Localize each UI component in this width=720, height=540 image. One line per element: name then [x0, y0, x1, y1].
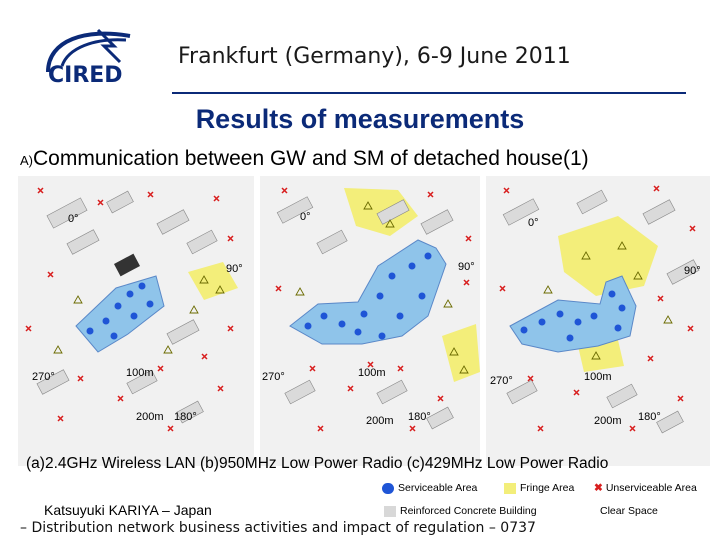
map-a-dist100: 100m	[126, 367, 154, 379]
map-c	[486, 176, 710, 466]
legend-concrete	[384, 505, 537, 517]
legend-serviceable-label: Serviceable Area	[398, 482, 478, 494]
map-c-deg0: 0°	[528, 217, 539, 229]
cired-logo	[38, 26, 150, 86]
map-b-deg180: 180°	[408, 411, 431, 423]
author-line: Katsuyuki KARIYA – Japan	[44, 502, 212, 518]
map-c-dist200: 200m	[594, 415, 622, 427]
map-b-deg0: 0°	[300, 211, 311, 223]
map-c-deg270: 270°	[490, 375, 513, 387]
legend-clear	[584, 505, 658, 517]
section-letter: A)	[20, 153, 33, 168]
legend-serviceable	[382, 482, 477, 494]
legend-concrete-label: Reinforced Concrete Building	[400, 505, 537, 517]
caption-c: (c)429MHz Low Power Radio	[406, 455, 609, 472]
footer-text: – Distribution network business activities and impact of regulation – 0737	[20, 520, 536, 536]
map-a-deg0: 0°	[68, 213, 79, 225]
clear-swatch	[584, 506, 596, 517]
unserviceable-x-icon: ✖	[594, 482, 603, 494]
legend-clear-label: Clear Space	[600, 505, 658, 517]
map-a-deg180: 180°	[174, 411, 197, 423]
legend-unserviceable	[594, 482, 697, 494]
conference-title: Frankfurt (Germany), 6-9 June 2011	[178, 44, 571, 69]
legend-fringe-label: Fringe Area	[520, 482, 575, 494]
caption-b: (b)950MHz Low Power Radio	[200, 455, 403, 472]
legend-unserviceable-label: Unserviceable Area	[605, 482, 697, 494]
legend-fringe	[504, 482, 574, 494]
map-c-deg180: 180°	[638, 411, 661, 423]
slide-title: Results of measurements	[195, 104, 525, 134]
measurement-maps	[18, 176, 710, 470]
concrete-swatch	[384, 506, 396, 517]
cired-logo-text: CIRED	[48, 63, 123, 86]
map-b-deg270: 270°	[262, 371, 285, 383]
section-subtitle-text: Communication between GW and SM of detached house(1)	[33, 147, 589, 170]
section-subtitle	[20, 147, 589, 171]
header-divider	[172, 92, 686, 94]
map-b-deg90: 90°	[458, 261, 475, 273]
fringe-swatch	[504, 483, 516, 494]
map-a-dist200: 200m	[136, 411, 164, 423]
map-b-dist100: 100m	[358, 367, 386, 379]
map-a-deg270: 270°	[32, 371, 55, 383]
map-captions	[26, 455, 608, 473]
map-b-dist200: 200m	[366, 415, 394, 427]
map-c-deg90: 90°	[684, 265, 701, 277]
map-b	[260, 176, 480, 466]
map-a-deg90: 90°	[226, 263, 243, 275]
caption-a: (a)2.4GHz Wireless LAN	[26, 455, 196, 472]
serviceable-swatch	[382, 483, 394, 494]
map-c-dist100: 100m	[584, 371, 612, 383]
map-a	[18, 176, 254, 466]
